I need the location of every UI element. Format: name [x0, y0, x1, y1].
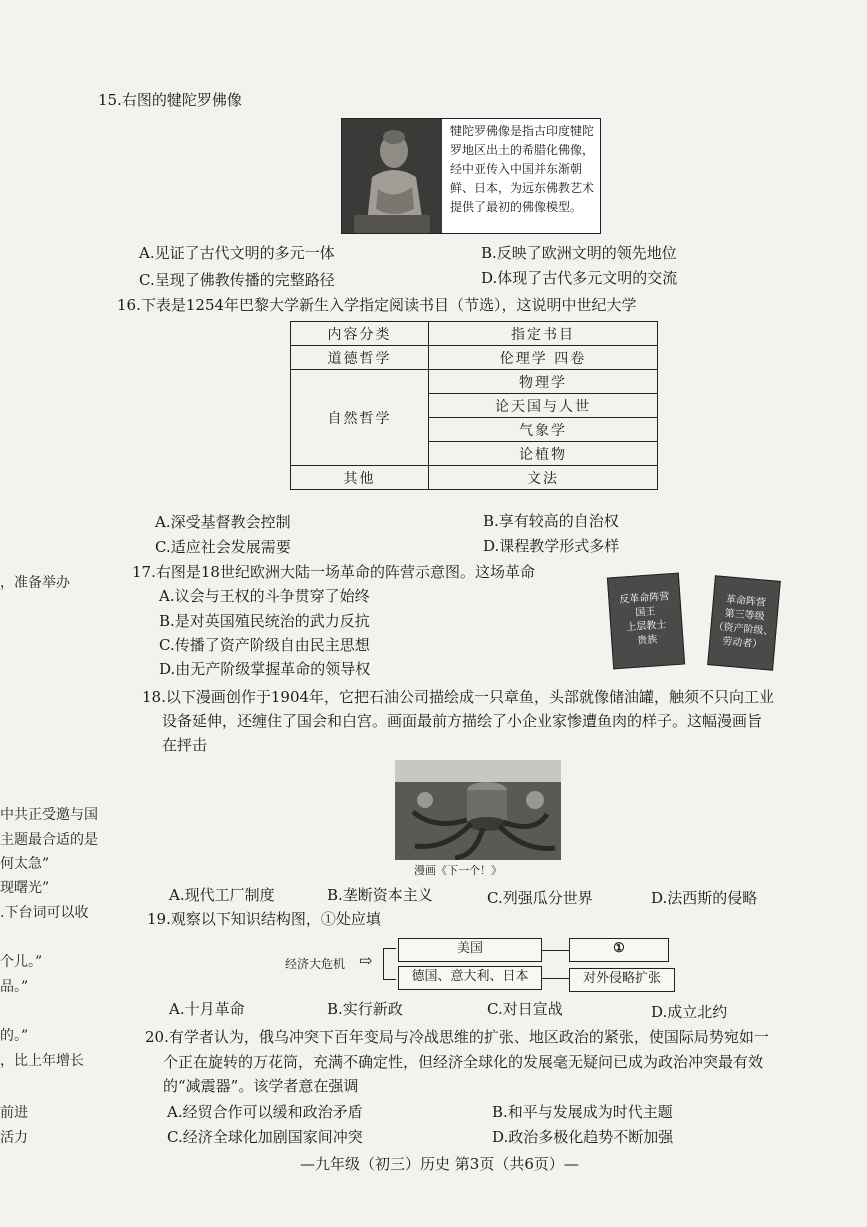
q18-option-d[interactable]: D.法西斯的侵略 — [651, 889, 758, 907]
table-cell: 物理学 — [429, 370, 658, 394]
revolution-card — [707, 575, 781, 670]
connector-line — [541, 950, 569, 951]
q19-option-b[interactable]: B.实行新政 — [327, 1000, 403, 1018]
q20-option-c[interactable]: C.经济全球化加剧国家间冲突 — [167, 1128, 363, 1146]
reading-list-table — [290, 321, 658, 490]
card-line: 国王 — [635, 606, 656, 619]
diagram-box-usa: 美国 — [398, 938, 542, 962]
left-fragment: ，比上年增长 — [0, 1053, 84, 1069]
question-15-stem: 15.右图的犍陀罗佛像 — [98, 91, 242, 109]
q18-option-b[interactable]: B.垄断资本主义 — [327, 886, 433, 904]
question-20-stem-line3: 的“减震器”。该学者意在强调 — [163, 1077, 359, 1095]
card-line: 上层教士 — [626, 619, 667, 634]
table-cell: 伦理学 四卷 — [429, 346, 658, 370]
diagram-root: 经济大危机 — [285, 957, 346, 971]
q18-option-a[interactable]: A.现代工厂制度 — [169, 886, 275, 904]
question-19-stem: 19.观察以下知识结构图，①处应填 — [147, 910, 381, 928]
cartoon-caption: 漫画《下一个！》 — [414, 864, 502, 877]
gandhara-figure — [341, 118, 601, 234]
card-title: 反革命阵营 — [619, 591, 670, 606]
diagram-box-expansion: 对外侵略扩张 — [569, 968, 675, 992]
left-fragment: 何太急” — [0, 856, 50, 872]
table-row — [291, 370, 658, 394]
table-cell: 道德哲学 — [291, 346, 429, 370]
q19-option-d[interactable]: D.成立北约 — [651, 1003, 728, 1021]
left-fragment: 主题最合适的是 — [0, 832, 98, 848]
q16-option-b[interactable]: B.享有较高的自治权 — [483, 512, 619, 530]
question-17-stem: 17.右图是18世纪欧洲大陆一场革命的阵营示意图。这场革命 — [132, 563, 535, 581]
q18-option-c[interactable]: C.列强瓜分世界 — [487, 889, 593, 907]
statue-caption: 犍陀罗佛像是指古印度犍陀罗地区出土的希腊化佛像，经中亚传入中国并东渐朝鲜、日本，为远东佛教艺术提供了最初的佛像模型。 — [450, 124, 595, 214]
question-16-stem: 16.下表是1254年巴黎大学新生入学指定阅读书目（节选），这说明中世纪大学 — [117, 296, 637, 314]
diagram-box-blank: ① — [569, 938, 669, 962]
q15-option-c[interactable]: C.呈现了佛教传播的完整路径 — [139, 271, 335, 289]
counter-revolution-card — [607, 573, 685, 670]
buddha-statue-image — [342, 119, 442, 233]
octopus-cartoon-image — [395, 760, 561, 860]
question-20-stem-line2: 个正在旋转的万花筒，充满不确定性，但经济全球化的发展毫无疑问已成为政治冲突最有效 — [163, 1053, 764, 1071]
diagram-box-axis: 德国、意大利、日本 — [398, 966, 542, 990]
q15-option-d[interactable]: D.体现了古代多元文明的交流 — [481, 269, 678, 287]
table-cell: 文法 — [429, 466, 658, 490]
left-fragment: 活力 — [0, 1130, 28, 1146]
question-20-stem-line1: 20.有学者认为，俄乌冲突下百年变局与冷战思维的扩张、地区政治的紧张，使国际局势宛如一 — [145, 1028, 769, 1046]
card-line: 劳动者） — [721, 636, 763, 651]
q20-option-a[interactable]: A.经贸合作可以缓和政治矛盾 — [167, 1103, 363, 1121]
double-arrow-icon: ⇨ — [359, 951, 373, 970]
table-row — [291, 466, 658, 490]
table-cell: 气象学 — [429, 418, 658, 442]
left-fragment: 前进 — [0, 1105, 28, 1121]
table-cell: 自然哲学 — [291, 370, 429, 466]
table-cell: 论天国与人世 — [429, 394, 658, 418]
card-line: 第三等级 — [724, 608, 766, 623]
diagram-bracket — [383, 948, 396, 980]
left-fragment: 中共正受邀与国 — [0, 807, 98, 823]
connector-line — [541, 978, 569, 979]
question-18-stem-line2: 设备延伸，还缠住了国会和白宫。画面最前方描绘了小企业家惨遭鱼肉的样子。这幅漫画旨 — [162, 712, 763, 730]
q19-option-c[interactable]: C.对日宣战 — [487, 1000, 563, 1018]
q16-option-d[interactable]: D.课程教学形式多样 — [483, 537, 620, 555]
q16-option-c[interactable]: C.适应社会发展需要 — [155, 538, 291, 556]
q20-option-b[interactable]: B.和平与发展成为时代主题 — [492, 1103, 673, 1121]
card-title: 革命阵营 — [725, 594, 767, 609]
q16-option-a[interactable]: A.深受基督教会控制 — [155, 513, 291, 531]
q17-option-d[interactable]: D.由无产阶级掌握革命的领导权 — [159, 660, 371, 678]
left-fragment: 品。” — [0, 979, 29, 995]
left-fragment: .下台词可以收 — [0, 905, 89, 921]
q17-option-a[interactable]: A.议会与王权的斗争贯穿了始终 — [159, 587, 370, 605]
left-fragment: ，准备举办 — [0, 575, 70, 591]
question-18-stem-line3: 在抨击 — [162, 736, 208, 754]
q20-option-d[interactable]: D.政治多极化趋势不断加强 — [492, 1128, 674, 1146]
card-line: 贵族 — [637, 634, 658, 647]
card-line: （资产阶级、 — [713, 621, 774, 638]
table-row — [291, 346, 658, 370]
table-cell: 论植物 — [429, 442, 658, 466]
left-fragment: 的。” — [0, 1028, 29, 1044]
table-header: 指定书目 — [429, 322, 658, 346]
table-header-row — [291, 322, 658, 346]
left-fragment: 个儿。” — [0, 954, 43, 970]
q15-option-a[interactable]: A.见证了古代文明的多元一体 — [139, 244, 335, 262]
q17-option-b[interactable]: B.是对英国殖民统治的武力反抗 — [159, 612, 370, 630]
table-cell: 其他 — [291, 466, 429, 490]
q17-option-c[interactable]: C.传播了资产阶级自由民主思想 — [159, 636, 370, 654]
q19-option-a[interactable]: A.十月革命 — [169, 1000, 245, 1018]
q15-option-b[interactable]: B.反映了欧洲文明的领先地位 — [481, 244, 677, 262]
left-fragment: 现曙光” — [0, 880, 50, 896]
page-footer: —九年级（初三）历史 第3页（共6页）— — [300, 1155, 579, 1173]
question-18-stem-line1: 18.以下漫画创作于1904年，它把石油公司描绘成一只章鱼，头部就像储油罐，触须不只向工业 — [142, 688, 775, 706]
table-header: 内容分类 — [291, 322, 429, 346]
